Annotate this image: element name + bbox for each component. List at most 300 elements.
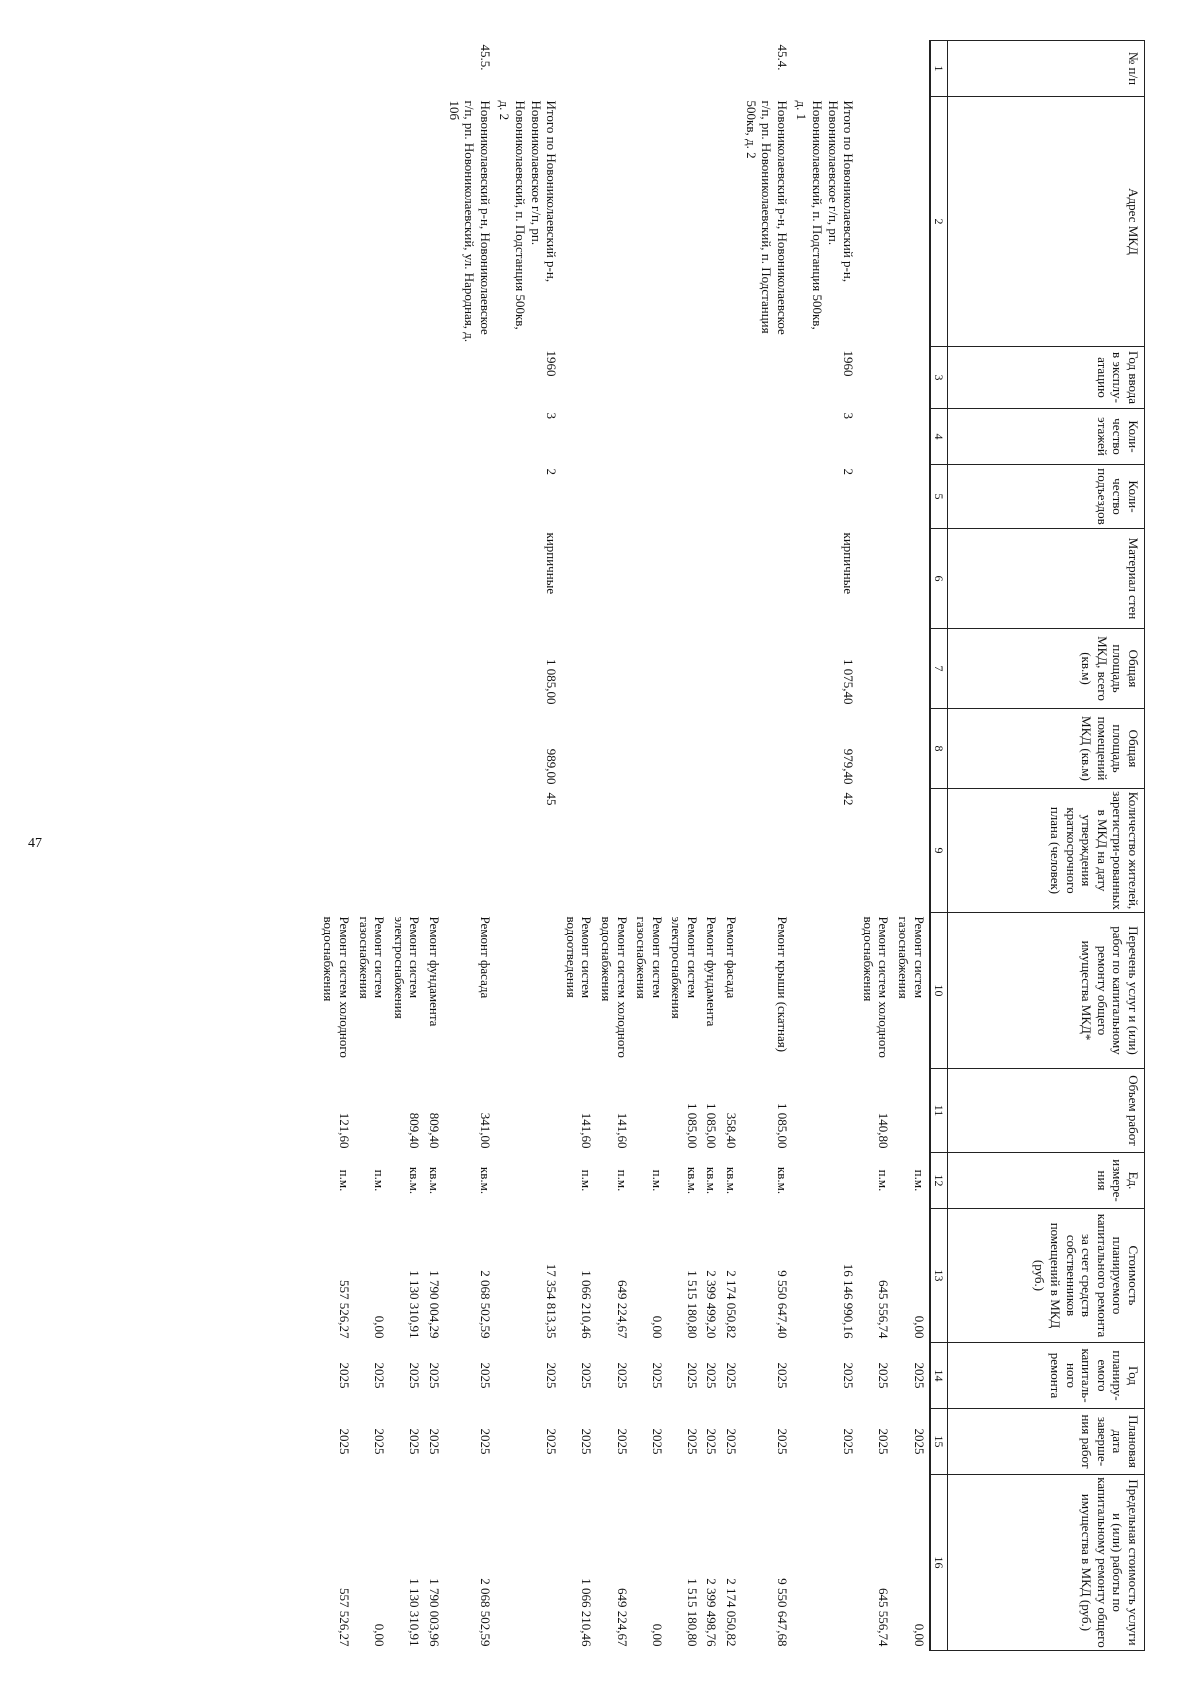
cell-c2	[424, 97, 444, 347]
cell-c2: Новониколаевский р-н, Новониколаевское г/п, рп. Новониколаевский, п. Подстанция 500кв, д. 2	[743, 100, 790, 335]
cell-c13: 1 790 004,29	[426, 1270, 442, 1339]
cell-c11: 1 085,00	[774, 1103, 790, 1149]
cell-c3	[702, 347, 722, 409]
cell-c13: 1 130 310,91	[407, 1270, 423, 1339]
cell-c3	[893, 347, 929, 409]
cell-c3	[721, 347, 741, 409]
cell-c11	[792, 1069, 858, 1153]
cell-c12	[792, 1153, 858, 1209]
cell-c5	[389, 465, 424, 529]
cell-c2	[354, 97, 389, 347]
table-row	[444, 41, 495, 1651]
cell-c4	[424, 409, 444, 465]
cell-c10: Ремонт систем электроснабжения	[669, 916, 700, 1019]
cell-c6	[893, 529, 929, 629]
cell-c7	[444, 629, 495, 709]
cell-c2	[596, 97, 631, 347]
cell-c14: 2025	[724, 1362, 740, 1389]
cell-c14: 2025	[407, 1362, 423, 1389]
header-cell: Перечень услуг и (или) работ по капитальному ремонту общего имущества МКД*	[948, 913, 1145, 1069]
cell-c1	[667, 41, 702, 97]
header-cell: Коли-чество подъездов	[948, 465, 1145, 529]
cell-c16: 0,00	[911, 1623, 927, 1647]
cell-c5: 2	[544, 468, 560, 475]
cell-c14: 2025	[614, 1362, 630, 1389]
cell-c6	[561, 529, 596, 629]
cell-c14: 2025	[337, 1362, 353, 1389]
cell-c7	[389, 629, 424, 709]
header-cell: Ед. измере-ния	[948, 1153, 1145, 1209]
cell-c3: 1960	[841, 350, 857, 377]
cell-c12: п.м.	[614, 1169, 630, 1192]
cell-c9: 45	[544, 792, 560, 806]
cell-c5: 2	[841, 468, 857, 475]
cell-c9	[702, 789, 722, 913]
cell-c5	[354, 465, 389, 529]
cell-c7	[561, 629, 596, 709]
cell-c3	[596, 347, 631, 409]
cell-c1	[893, 41, 929, 97]
cell-c9	[741, 789, 792, 913]
header-cell: Материал стен	[948, 529, 1145, 629]
cell-c13: 0,00	[911, 1315, 927, 1339]
cell-c15: 2025	[649, 1428, 665, 1455]
table-row	[495, 41, 561, 1651]
cell-c15: 2025	[684, 1428, 700, 1455]
cell-c9	[389, 789, 424, 913]
cell-c5	[702, 465, 722, 529]
cell-c16: 0,00	[649, 1623, 665, 1647]
cell-c1	[319, 41, 354, 97]
header-cell: № п/п	[948, 41, 1145, 97]
cell-c2	[702, 97, 722, 347]
cell-c5	[858, 465, 893, 529]
cell-c10: Ремонт фасада	[477, 916, 493, 999]
cell-c6	[354, 529, 389, 629]
cell-c10: Ремонт систем газоснабжения	[356, 916, 388, 999]
header-cell: Год ввода в эксплу-атацию	[948, 347, 1145, 409]
cell-c12: кв.м.	[477, 1166, 493, 1195]
cell-c3	[632, 347, 667, 409]
rotated-table-container	[55, 40, 1145, 1650]
cell-c1: 45.5.	[477, 44, 493, 71]
cell-c15: 2025	[911, 1428, 927, 1455]
header-cell: Предельная стоимость услуги и (или) работы по капитальному ремонту общего имущества в МКД (руб.)	[948, 1475, 1145, 1651]
cell-c15: 2025	[426, 1428, 442, 1455]
cell-c2	[893, 97, 929, 347]
cell-c15: 2025	[724, 1428, 740, 1455]
cell-c9	[354, 789, 389, 913]
cell-c6	[667, 529, 702, 629]
cell-c10: Ремонт фундамента	[426, 916, 442, 1027]
cell-c8: 979,40	[841, 748, 857, 785]
cell-c10: Ремонт фасада	[724, 916, 740, 999]
cell-c8	[667, 709, 702, 789]
cell-c14: 2025	[911, 1362, 927, 1389]
cell-c12: кв.м.	[407, 1166, 423, 1195]
table-row	[667, 41, 702, 1651]
cell-c9	[561, 789, 596, 913]
cell-c7	[632, 629, 667, 709]
cell-c16	[495, 1475, 561, 1651]
cell-c6	[444, 529, 495, 629]
cell-c8	[893, 709, 929, 789]
table-row	[389, 41, 424, 1651]
cell-c10: Ремонт крыши (скатная)	[774, 916, 790, 1053]
header-cell: Плановая дата заверше-ния работ	[948, 1409, 1145, 1475]
cell-c14: 2025	[841, 1362, 857, 1389]
cell-c11: 1 085,00	[684, 1103, 700, 1149]
cell-c7	[596, 629, 631, 709]
cell-c15: 2025	[544, 1428, 560, 1455]
cell-c7	[702, 629, 722, 709]
header-cell: Адрес МКД	[948, 97, 1145, 347]
cell-c3	[319, 347, 354, 409]
table-row	[632, 41, 667, 1651]
table-row	[741, 41, 792, 1651]
cell-c10	[495, 913, 561, 1069]
cell-c6: кирпичные	[544, 532, 560, 595]
cell-c3	[561, 347, 596, 409]
cell-c7	[354, 629, 389, 709]
cell-c4	[389, 409, 424, 465]
cell-c4	[893, 409, 929, 465]
cell-c8	[741, 709, 792, 789]
cell-c5	[561, 465, 596, 529]
header-cell: Общая площадь МКД, всего (кв.м)	[948, 629, 1145, 709]
cell-c10	[792, 913, 858, 1069]
cell-c9	[319, 789, 354, 913]
cell-c6	[858, 529, 893, 629]
column-number: 9	[930, 789, 948, 913]
header-cell: Общая площадь помещений МКД (кв.м)	[948, 709, 1145, 789]
cell-c8	[319, 709, 354, 789]
cell-c8	[632, 709, 667, 789]
cell-c6	[702, 529, 722, 629]
cell-c10: Ремонт систем газоснабжения	[634, 916, 665, 999]
cell-c3	[667, 347, 702, 409]
cell-c3	[424, 347, 444, 409]
column-number: 5	[930, 465, 948, 529]
cell-c1	[424, 41, 444, 97]
cell-c8	[389, 709, 424, 789]
cell-c5	[893, 465, 929, 529]
cell-c11: 141,60	[579, 1112, 595, 1149]
cell-c6	[389, 529, 424, 629]
cell-c11: 140,80	[876, 1112, 892, 1149]
cell-c1	[561, 41, 596, 97]
cell-c15: 2025	[614, 1428, 630, 1455]
cell-c16: 1 130 310,91	[407, 1578, 423, 1647]
cell-c4	[596, 409, 631, 465]
cell-c4	[444, 409, 495, 465]
cell-c5	[721, 465, 741, 529]
cell-c16: 557 526,27	[337, 1588, 353, 1647]
capital-repair-table	[319, 40, 1145, 1651]
cell-c9: 42	[841, 792, 857, 806]
header-row	[948, 41, 1145, 1651]
cell-c4	[561, 409, 596, 465]
cell-c11	[354, 1069, 389, 1153]
cell-c16: 1 515 180,80	[684, 1578, 700, 1647]
cell-c5	[424, 465, 444, 529]
column-number: 6	[930, 529, 948, 629]
cell-c11: 358,40	[724, 1112, 740, 1149]
cell-c13: 2 068 502,59	[477, 1270, 493, 1339]
cell-c7	[741, 629, 792, 709]
cell-c16: 2 068 502,59	[477, 1578, 493, 1647]
column-number: 11	[930, 1069, 948, 1153]
column-number: 13	[930, 1209, 948, 1343]
cell-c15: 2025	[477, 1428, 493, 1455]
cell-c12	[495, 1153, 561, 1209]
cell-c2: Итого по Новониколаевский р-н, Новониколаевское г/п, рп. Новониколаевский, п. Подстанция 500кв, д. 1	[794, 100, 857, 330]
cell-c16: 1 066 210,46	[579, 1578, 595, 1647]
cell-c1	[702, 41, 722, 97]
cell-c12: кв.м.	[774, 1166, 790, 1195]
cell-c14: 2025	[704, 1362, 720, 1389]
cell-c10: Ремонт систем холодного водоснабжения	[321, 916, 353, 1058]
cell-c15: 2025	[337, 1428, 353, 1455]
column-number-row	[930, 41, 948, 1651]
cell-c7	[424, 629, 444, 709]
cell-c2	[858, 97, 893, 347]
cell-c11: 121,60	[337, 1112, 353, 1149]
cell-c16: 645 556,74	[876, 1588, 892, 1647]
cell-c15: 2025	[579, 1428, 595, 1455]
cell-c2	[632, 97, 667, 347]
cell-c12: кв.м.	[724, 1166, 740, 1195]
cell-c12: п.м.	[876, 1169, 892, 1192]
cell-c8	[721, 709, 741, 789]
header-cell: Коли-чество этажей	[948, 409, 1145, 465]
cell-c15: 2025	[407, 1428, 423, 1455]
cell-c5	[632, 465, 667, 529]
cell-c9	[424, 789, 444, 913]
cell-c10: Ремонт фундамента	[704, 916, 720, 1027]
cell-c11	[632, 1069, 667, 1153]
column-number: 16	[930, 1475, 948, 1651]
cell-c14: 2025	[649, 1362, 665, 1389]
cell-c1	[495, 41, 561, 97]
table-row	[596, 41, 631, 1651]
cell-c4	[721, 409, 741, 465]
cell-c1	[389, 41, 424, 97]
cell-c2	[667, 97, 702, 347]
cell-c13: 17 354 813,35	[544, 1263, 560, 1339]
cell-c1	[632, 41, 667, 97]
cell-c1	[354, 41, 389, 97]
cell-c5	[596, 465, 631, 529]
header-cell: Количество жителей, зарегистри-рованных в МКД на дату утверждения краткосрочного плана (человек)	[948, 789, 1145, 913]
cell-c8	[858, 709, 893, 789]
table-row	[561, 41, 596, 1651]
cell-c11: 809,40	[407, 1112, 423, 1149]
cell-c14: 2025	[684, 1362, 700, 1389]
cell-c8	[702, 709, 722, 789]
cell-c13: 1 066 210,46	[579, 1270, 595, 1339]
cell-c10: Ремонт систем газоснабжения	[896, 916, 927, 999]
cell-c11: 141,60	[614, 1112, 630, 1149]
cell-c8	[561, 709, 596, 789]
cell-c9	[893, 789, 929, 913]
cell-c2	[721, 97, 741, 347]
cell-c12: п.м.	[337, 1169, 353, 1192]
column-number: 8	[930, 709, 948, 789]
cell-c1	[792, 41, 858, 97]
column-number: 10	[930, 913, 948, 1069]
cell-c13: 0,00	[649, 1315, 665, 1339]
cell-c13: 645 556,74	[876, 1280, 892, 1339]
column-number: 1	[930, 41, 948, 97]
cell-c8	[444, 709, 495, 789]
cell-c3	[444, 347, 495, 409]
cell-c5	[667, 465, 702, 529]
cell-c14: 2025	[579, 1362, 595, 1389]
cell-c11: 1 085,00	[704, 1103, 720, 1149]
cell-c13: 2 399 499,20	[704, 1270, 720, 1339]
cell-c3	[858, 347, 893, 409]
cell-c2	[561, 97, 596, 347]
cell-c7	[858, 629, 893, 709]
column-number: 14	[930, 1343, 948, 1409]
cell-c14: 2025	[544, 1362, 560, 1389]
cell-c14: 2025	[426, 1362, 442, 1389]
cell-c9	[667, 789, 702, 913]
cell-c15: 2025	[372, 1428, 388, 1455]
cell-c6	[632, 529, 667, 629]
cell-c12: п.м.	[911, 1169, 927, 1192]
page-number: 47	[28, 836, 42, 851]
cell-c11	[495, 1069, 561, 1153]
cell-c1	[596, 41, 631, 97]
cell-c11: 341,00	[477, 1112, 493, 1149]
cell-c10: Ремонт систем водоотведения	[563, 916, 595, 999]
cell-c4: 3	[544, 412, 560, 419]
cell-c16: 1 790 003,96	[426, 1578, 442, 1647]
cell-c4	[632, 409, 667, 465]
cell-c12: п.м.	[579, 1169, 595, 1192]
cell-c6	[721, 529, 741, 629]
cell-c13: 2 174 050,82	[724, 1270, 740, 1339]
cell-c7	[667, 629, 702, 709]
cell-c13: 9 550 647,40	[774, 1270, 790, 1339]
cell-c9	[721, 789, 741, 913]
cell-c16	[792, 1475, 858, 1651]
cell-c13: 1 515 180,80	[684, 1270, 700, 1339]
column-number: 2	[930, 97, 948, 347]
cell-c6: кирпичные	[841, 532, 857, 595]
cell-c10: Ремонт систем холодного водоснабжения	[598, 916, 630, 1058]
column-number: 3	[930, 347, 948, 409]
cell-c9	[858, 789, 893, 913]
table-row	[319, 41, 354, 1651]
cell-c16: 2 174 050,82	[724, 1578, 740, 1647]
cell-c15: 2025	[704, 1428, 720, 1455]
cell-c15: 2025	[841, 1428, 857, 1455]
cell-c4	[319, 409, 354, 465]
cell-c14: 2025	[774, 1362, 790, 1389]
table-body	[319, 41, 930, 1651]
cell-c7: 1 075,40	[841, 659, 857, 705]
cell-c9	[444, 789, 495, 913]
cell-c7	[721, 629, 741, 709]
cell-c6	[596, 529, 631, 629]
cell-c9	[632, 789, 667, 913]
cell-c4	[858, 409, 893, 465]
cell-c2: Итого по Новониколаевский р-н, Новониколаевское г/п, рп. Новониколаевский, п. Подстанция 500кв, д. 2	[497, 100, 560, 330]
header-cell: Стоимость планируемого капитального ремонта за счет средств собственников помещений в МКД (руб.)	[948, 1209, 1145, 1343]
cell-c2	[319, 97, 354, 347]
table-row	[721, 41, 741, 1651]
cell-c12: кв.м.	[704, 1166, 720, 1195]
cell-c15: 2025	[774, 1428, 790, 1455]
column-number: 4	[930, 409, 948, 465]
cell-c5	[741, 465, 792, 529]
column-number: 7	[930, 629, 948, 709]
table-row	[702, 41, 722, 1651]
cell-c16: 9 550 647,68	[774, 1578, 790, 1647]
cell-c16: 2 399 498,76	[704, 1578, 720, 1647]
cell-c14: 2025	[477, 1362, 493, 1389]
cell-c11	[893, 1069, 929, 1153]
cell-c5	[444, 465, 495, 529]
cell-c7	[319, 629, 354, 709]
table-row	[424, 41, 444, 1651]
cell-c4	[667, 409, 702, 465]
cell-c16: 649 224,67	[614, 1588, 630, 1647]
cell-c9	[596, 789, 631, 913]
cell-c5	[319, 465, 354, 529]
cell-c4	[702, 409, 722, 465]
table-row	[792, 41, 858, 1651]
cell-c13: 649 224,67	[614, 1280, 630, 1339]
cell-c16: 0,00	[372, 1623, 388, 1647]
column-number: 12	[930, 1153, 948, 1209]
cell-c12: п.м.	[372, 1169, 388, 1192]
cell-c11: 809,40	[426, 1112, 442, 1149]
column-number: 15	[930, 1409, 948, 1475]
cell-c8: 989,00	[544, 748, 560, 785]
cell-c6	[424, 529, 444, 629]
cell-c4: 3	[841, 412, 857, 419]
cell-c8	[424, 709, 444, 789]
cell-c10: Ремонт систем холодного водоснабжения	[860, 916, 892, 1058]
cell-c3: 1960	[544, 350, 560, 377]
table-row	[354, 41, 389, 1651]
cell-c4	[741, 409, 792, 465]
cell-c10: Ремонт систем электроснабжения	[391, 916, 423, 1019]
cell-c12: кв.м.	[684, 1166, 700, 1195]
cell-c6	[319, 529, 354, 629]
header-cell: Объем работ	[948, 1069, 1145, 1153]
cell-c14: 2025	[876, 1362, 892, 1389]
cell-c7	[893, 629, 929, 709]
cell-c14: 2025	[372, 1362, 388, 1389]
cell-c12: кв.м.	[426, 1166, 442, 1195]
table-row	[858, 41, 893, 1651]
cell-c3	[741, 347, 792, 409]
cell-c2: Новониколаевский р-н, Новониколаевское г/п, рп. Новониколаевский, ул. Народная, д. 10б	[446, 100, 493, 343]
cell-c1: 45.4.	[774, 44, 790, 71]
cell-c4	[354, 409, 389, 465]
cell-c1	[721, 41, 741, 97]
cell-c13: 557 526,27	[337, 1280, 353, 1339]
cell-c6	[741, 529, 792, 629]
cell-c3	[354, 347, 389, 409]
cell-c8	[596, 709, 631, 789]
cell-c1	[858, 41, 893, 97]
